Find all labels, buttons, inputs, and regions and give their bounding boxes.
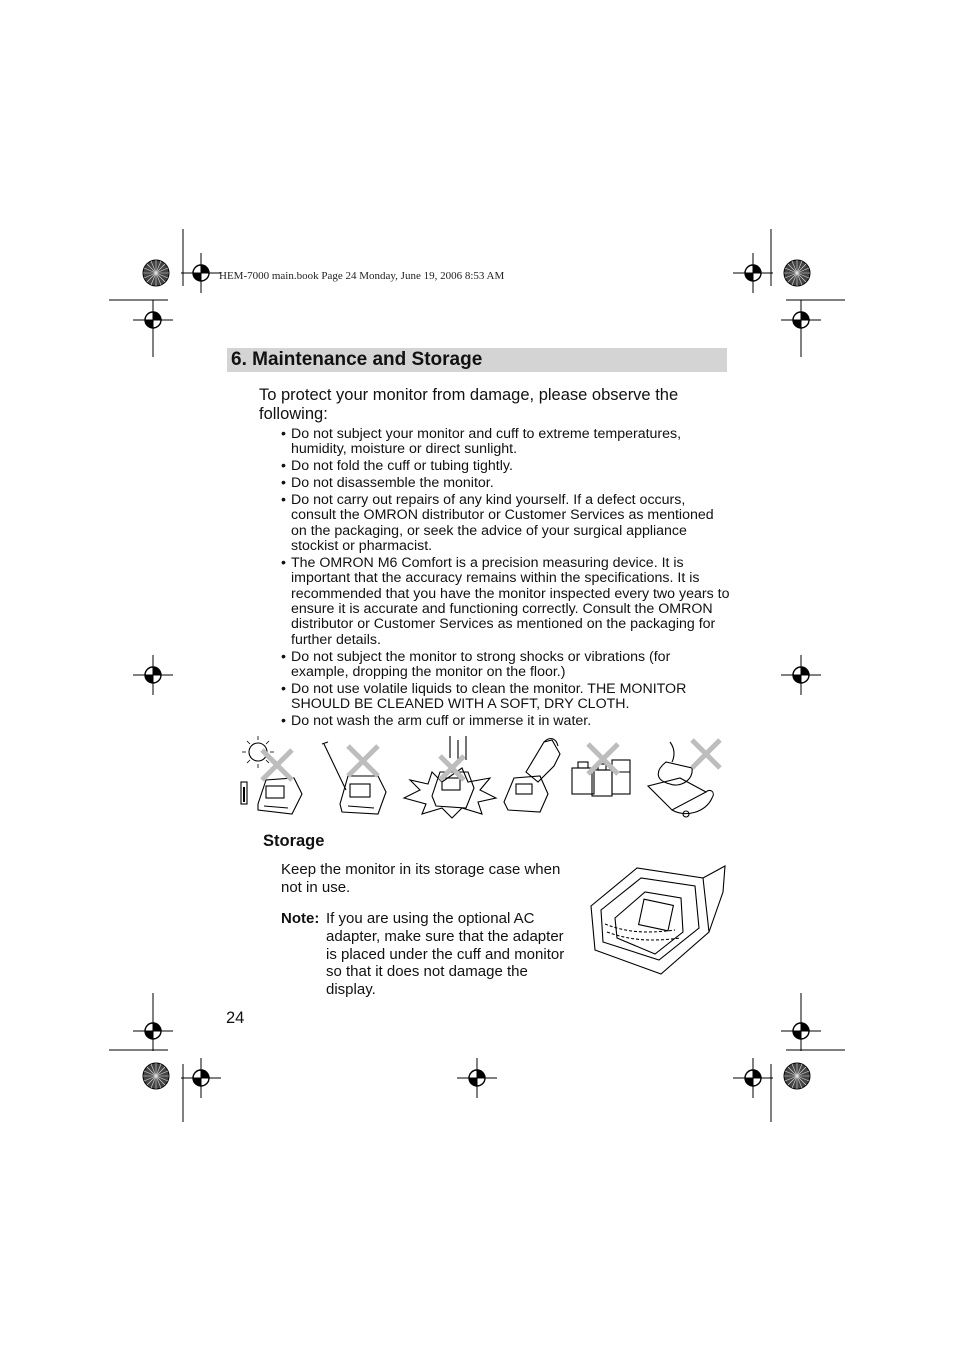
volatile-liquids-prohibited-icon	[572, 744, 630, 796]
drop-shock-icon	[404, 736, 496, 818]
storage-note	[281, 910, 571, 999]
precautions-list	[281, 427, 731, 731]
storage-paragraph: Keep the monitor in its storage case when not in use.	[281, 861, 561, 896]
screwdriver-prohibited-icon	[322, 742, 386, 814]
list-item: • Do not disassemble the monitor.	[281, 475, 494, 491]
note-text: If you are using the optional AC adapter, make sure that the adapter is placed under the cuff and monitor so that it does not damage the display.	[326, 910, 565, 999]
wipe-cloth-icon	[504, 739, 560, 812]
storage-case-illustration	[585, 862, 730, 980]
list-item: • Do not subject the monitor to strong shocks or vibrations (for example, dropping the monitor on the floor.)	[281, 648, 671, 681]
list-item: • The OMRON M6 Comfort is a precision measuring device. It is important that the accuracy remains within the specifications. It is recommended that you have the monitor inspected every two years to ensure it is accurate and functioning correctly. Consult the OMRON distributor or Customer Services as mentioned on the packaging for further details.	[281, 554, 730, 648]
list-item: • Do not use volatile liquids to clean the monitor. THE MONITOR SHOULD BE CLEANED WITH A SOFT, DRY CLOTH.	[281, 680, 687, 713]
page-number: 24	[226, 1009, 245, 1027]
list-item: • Do not fold the cuff or tubing tightly.	[281, 458, 513, 475]
section-title: 6. Maintenance and Storage	[231, 349, 483, 370]
storage-heading: Storage	[263, 832, 325, 850]
print-header: HEM-7000 main.book Page 24 Monday, June 19, 2006 8:53 AM	[219, 270, 505, 282]
list-item: • Do not subject your monitor and cuff to extreme temperatures, humidity, moisture or direct sunlight.	[281, 426, 682, 458]
precautions-illustrations	[232, 732, 727, 820]
list-item: • Do not wash the arm cuff or immerse it in water.	[281, 713, 592, 730]
intro-paragraph: To protect your monitor from damage, please observe the following:	[259, 386, 679, 423]
cuff-wash-prohibited-icon	[648, 740, 720, 817]
sun-heat-prohibited-icon	[241, 736, 302, 814]
note-label: Note:	[281, 910, 320, 927]
list-item: • Do not carry out repairs of any kind yourself. If a defect occurs, consult the OMRON distributor or Customer Services as mentioned on the packaging, or seek the advice of your surgical appliance stockist or pharmacist.	[281, 491, 714, 555]
